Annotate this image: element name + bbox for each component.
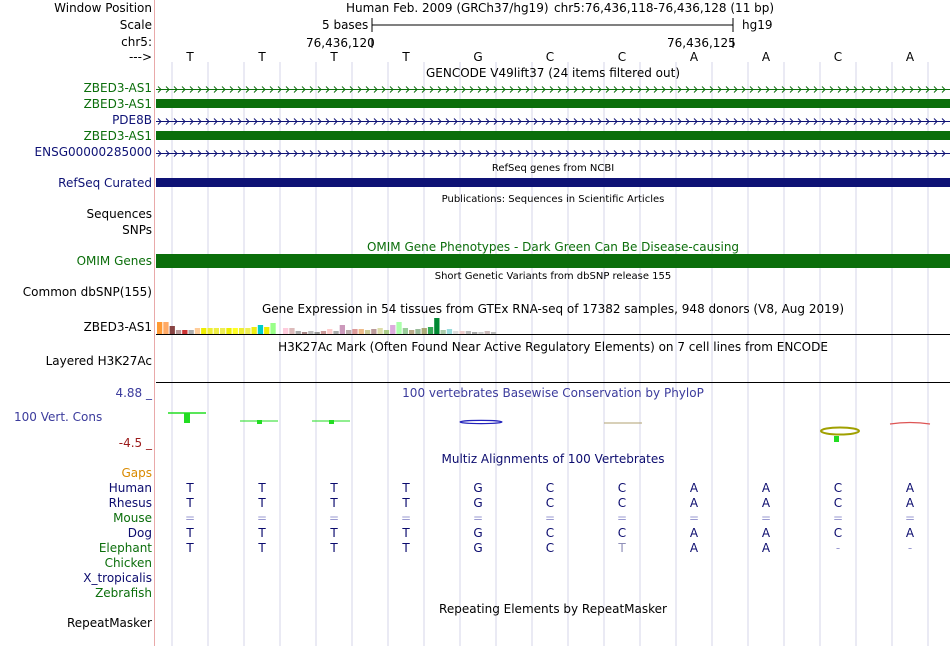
gtex-tissue-bar [157,322,162,334]
gtex-tissue-bar [428,327,433,334]
omim-label[interactable]: OMIM Genes [76,254,152,268]
ruler-bases [156,50,950,64]
cons-mark-7 [890,423,930,425]
gencode-track-label[interactable]: ENSG00000285000 [34,145,152,159]
ruler-base: T [402,50,410,64]
publications-title: Publications: Sequences in Scientific Articles [441,194,665,205]
gtex-tissue-bar [434,318,439,334]
multiz-base: = [760,511,772,525]
gencode-track-label[interactable]: ZBED3-AS1 [83,81,152,95]
ruler-base: C [833,50,843,64]
gtex-tissue-bar [264,327,269,334]
cons-mark-3 [312,420,350,424]
multiz-base: T [186,526,194,540]
scale-text: 5 bases [322,18,369,32]
multiz-species-label[interactable]: Dog [127,526,152,540]
conservation-title: 100 vertebrates Basewise Conservation by PhyloP [402,386,704,400]
gencode-track-arrows[interactable] [156,115,950,124]
ruler-base: A [761,50,771,64]
multiz-base: C [833,526,843,540]
multiz-base: A [689,481,699,495]
ruler-base: C [617,50,627,64]
multiz-base: C [617,481,627,495]
multiz-base: = [400,511,412,525]
multiz-base: = [256,511,268,525]
gencode-track-label[interactable]: ZBED3-AS1 [83,129,152,143]
multiz-species-label[interactable]: Rhesus [108,496,152,510]
h3k27ac-title: H3K27Ac Mark (Often Found Near Active Regulatory Elements) on 7 cell lines from ENCODE [278,340,828,354]
gtex-tissue-bar [170,326,175,334]
gtex-tissue-bar [258,325,263,334]
assembly-text: Human Feb. 2009 (GRCh37/hg19) [346,1,549,15]
gtex-expression-bars[interactable] [156,314,950,334]
multiz-base: A [761,541,771,555]
multiz-species-label[interactable]: Zebrafish [95,586,152,600]
multiz-base: T [330,496,338,510]
multiz-species-label[interactable]: Human [108,481,152,495]
multiz-base: A [905,496,915,510]
assembly-short: hg19 [742,18,773,32]
snp-title: Short Genetic Variants from dbSNP release 155 [434,271,672,282]
position-text[interactable]: chr5:76,436,118-76,436,128 (11 bp) [554,1,775,15]
coord-right: 76,436,125 [667,36,736,50]
multiz-base: T [402,481,410,495]
gencode-track-arrows[interactable] [156,83,950,92]
multiz-base: T [186,496,194,510]
multiz-base: A [689,541,699,555]
multiz-base: A [761,526,771,540]
sequences-label[interactable]: Sequences [86,207,152,221]
strand-label: ---> [128,50,152,64]
gencode-title[interactable]: GENCODE V49lift37 (24 items filtered out) [425,66,680,80]
conservation-label[interactable]: 100 Vert. Cons [14,410,103,424]
window-position-label: Window Position [54,1,152,15]
multiz-base: A [689,526,699,540]
multiz-base: = [832,511,844,525]
multiz-base: G [473,526,483,540]
multiz-base: T [402,526,410,540]
ruler-base: A [689,50,699,64]
gtex-title: Gene Expression in 54 tissues from GTEx RNA-seq of 17382 samples, 948 donors (V8, Aug 2019) [261,302,845,316]
omim-title: OMIM Gene Phenotypes - Dark Green Can Be Disease-causing [366,240,740,254]
refseq-label[interactable]: RefSeq Curated [58,176,152,190]
multiz-species-label[interactable]: Mouse [113,511,152,525]
multiz-base: T [330,481,338,495]
multiz-base: = [904,511,916,525]
snp-label[interactable]: Common dbSNP(155) [22,285,152,299]
multiz-base: T [330,526,338,540]
multiz-base: - [835,541,841,555]
multiz-base: C [833,496,843,510]
conservation-min: -4.5 _ [118,436,152,450]
multiz-base: A [689,496,699,510]
multiz-base: T [258,481,266,495]
refseq-title: RefSeq genes from NCBI [491,163,615,174]
multiz-base: T [186,541,194,555]
refseq-gene-bar[interactable] [156,178,950,187]
gencode-track-arrows[interactable] [156,147,950,156]
cons-mark-1 [168,413,206,423]
multiz-base: T [330,541,338,555]
multiz-base: G [473,496,483,510]
gaps-label[interactable]: Gaps [121,466,152,480]
conservation-plot[interactable] [156,398,950,448]
multiz-base: C [617,526,627,540]
gencode-track-label[interactable]: PDE8B [112,113,152,127]
gtex-baseline [156,334,950,335]
omim-gene-bar[interactable] [156,254,950,268]
cons-mark-2 [240,420,278,424]
multiz-base: C [545,481,555,495]
repeatmasker-label[interactable]: RepeatMasker [66,616,152,630]
multiz-base: A [761,496,771,510]
ruler-base: T [330,50,338,64]
gtex-tissue-bar [340,325,345,334]
multiz-base: = [184,511,196,525]
multiz-species-label[interactable]: Chicken [104,556,152,570]
multiz-base: A [905,481,915,495]
gencode-track-solid[interactable] [156,131,950,140]
cons-mark-6 [821,428,859,443]
gtex-tissue-bar [252,327,257,334]
gencode-track-solid[interactable] [156,99,950,108]
ruler-base: T [258,50,266,64]
multiz-base: A [905,526,915,540]
multiz-base: = [688,511,700,525]
multiz-base: C [833,481,843,495]
conservation-max: 4.88 _ [115,386,152,400]
ruler-base: A [905,50,915,64]
gtex-tissue-bar [270,323,275,334]
multiz-base: - [907,541,913,555]
multiz-base: = [472,511,484,525]
gtex-tissue-bar [396,322,401,334]
gtex-label[interactable]: ZBED3-AS1 [83,320,152,334]
multiz-base: = [616,511,628,525]
multiz-base: C [617,496,627,510]
cons-mark-4 [460,420,502,423]
multiz-base: T [258,541,266,555]
coord-left: 76,436,120 [306,36,375,50]
label-separator [154,0,155,646]
scale-label: Scale [119,18,152,32]
chrom-label: chr5: [121,35,152,49]
multiz-base: T [186,481,194,495]
repeatmasker-title: Repeating Elements by RepeatMasker [439,602,667,616]
snps-label[interactable]: SNPs [122,223,152,237]
gencode-track-label[interactable]: ZBED3-AS1 [83,97,152,111]
h3k27ac-label[interactable]: Layered H3K27Ac [45,354,152,368]
multiz-base: T [258,496,266,510]
multiz-base: = [328,511,340,525]
multiz-base: G [473,541,483,555]
ruler-base: T [186,50,194,64]
multiz-base: C [545,526,555,540]
multiz-base: A [761,481,771,495]
multiz-base: C [545,496,555,510]
multiz-base: T [618,541,626,555]
multiz-base: = [544,511,556,525]
multiz-species-label[interactable]: Elephant [98,541,152,555]
h3k27ac-baseline [156,382,950,383]
ruler-base: C [545,50,555,64]
multiz-base: T [402,496,410,510]
multiz-base: C [545,541,555,555]
multiz-base: G [473,481,483,495]
ruler-base: G [473,50,483,64]
multiz-base: T [258,526,266,540]
multiz-species-label[interactable]: X_tropicalis [83,571,152,585]
gtex-tissue-bar [390,325,395,334]
gtex-tissue-bar [163,322,168,334]
multiz-title: Multiz Alignments of 100 Vertebrates [441,452,665,466]
multiz-base: T [402,541,410,555]
